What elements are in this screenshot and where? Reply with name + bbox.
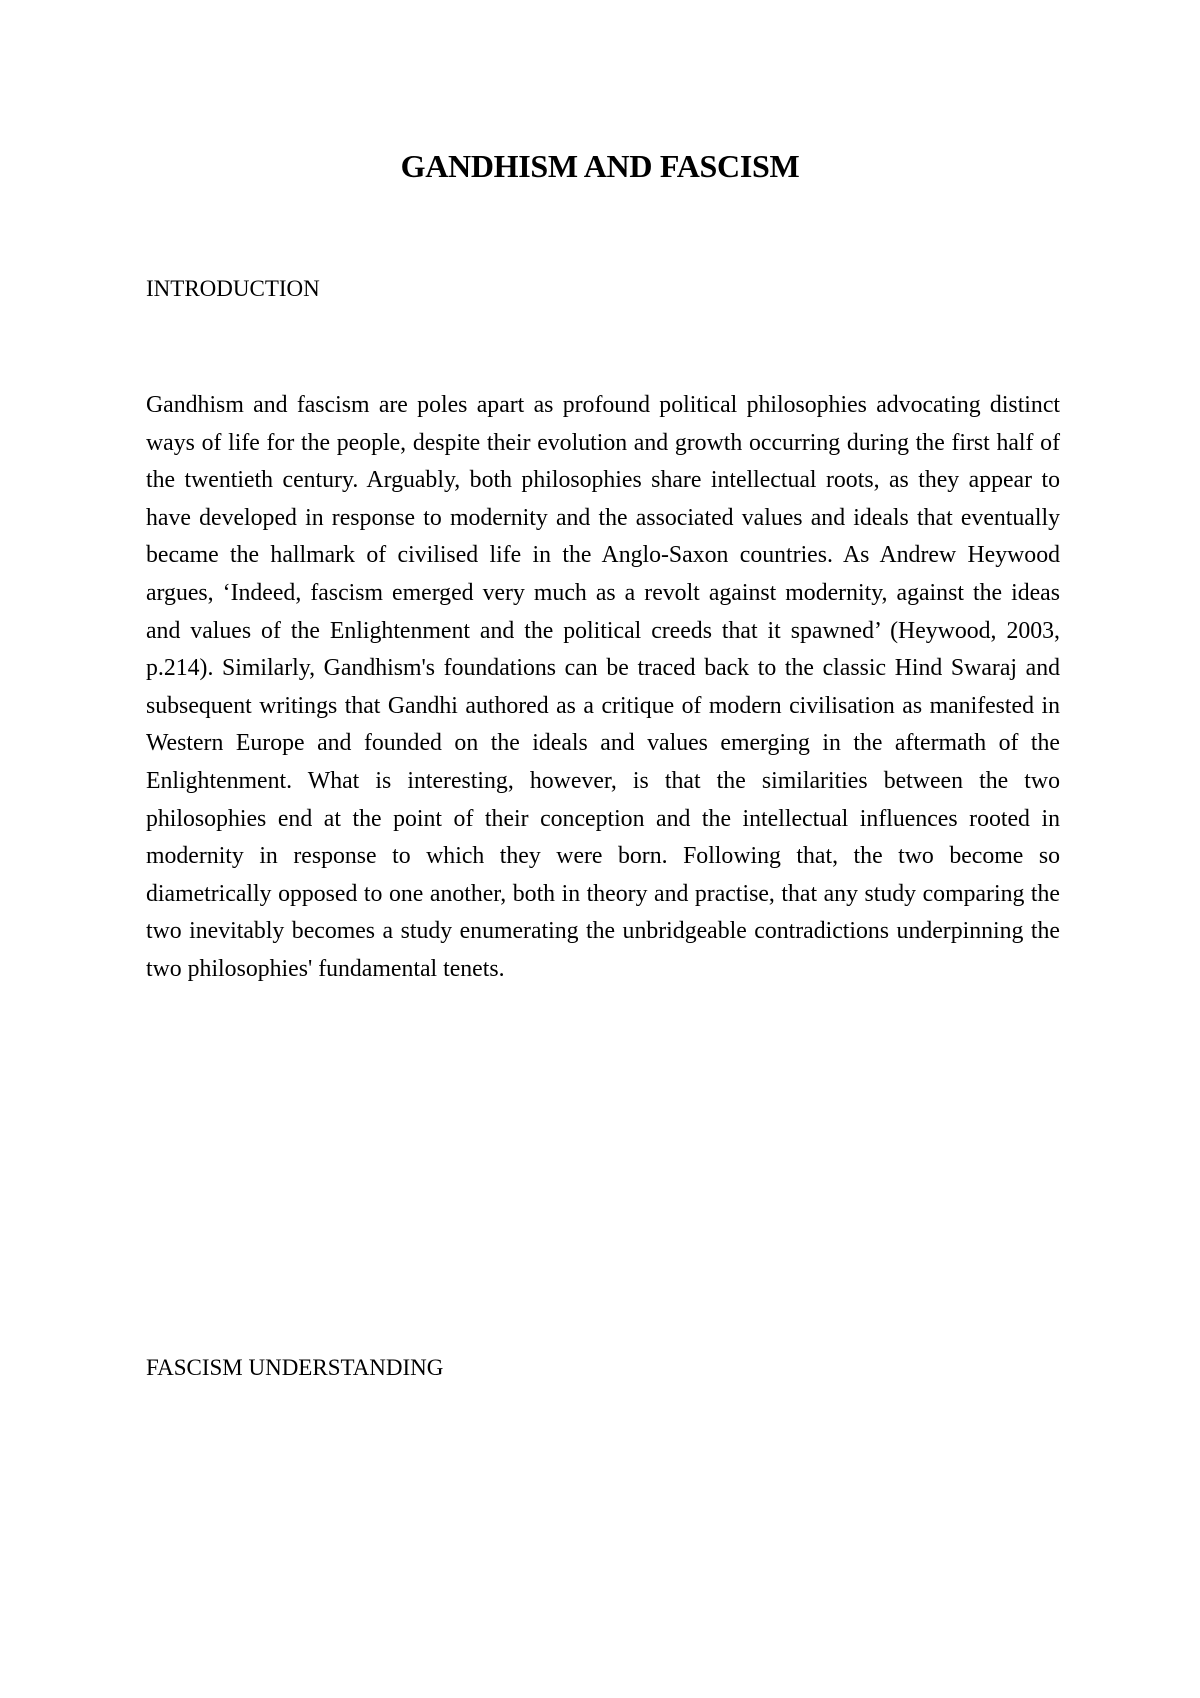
section-heading-fascism-understanding: FASCISM UNDERSTANDING: [146, 1355, 444, 1380]
section-heading-introduction: INTRODUCTION: [146, 276, 320, 301]
introduction-paragraph: Gandhism and fascism are poles apart as profound political philosophies advocating distinct ways of life for the people, despite their evolution and growth occurring during the first half of the twentieth century. Arguably, both philosophies share intellectual roots, as they appear to have developed in response to modernity and the associated values and ideals that eventually became the hallmark of civilised life in the Anglo-Saxon countries. As Andrew Heywood argues, ‘Indeed, fascism emerged very much as a revolt against modernity, against the ideas and values of the Enlightenment and the political creeds that it spawned’ (Heywood, 2003, p.214). Similarly, Gandhism's foundations can be traced back to the classic Hind Swaraj and subsequent writings that Gandhi authored as a critique of modern civilisation as manifested in Western Europe and founded on the ideals and values emerging in the aftermath of the Enlightenment. What is interesting, however, is that the similarities between the two philosophies end at the point of their conception and the intellectual influences rooted in modernity in response to which they were born. Following that, the two become so diametrically opposed to one another, both in theory and practise, that any study comparing the two inevitably becomes a study enumerating the unbridgeable contradictions underpinning the two philosophies' fundamental tenets.: [146, 392, 1060, 982]
document-title: GANDHISM AND FASCISM: [400, 148, 800, 184]
